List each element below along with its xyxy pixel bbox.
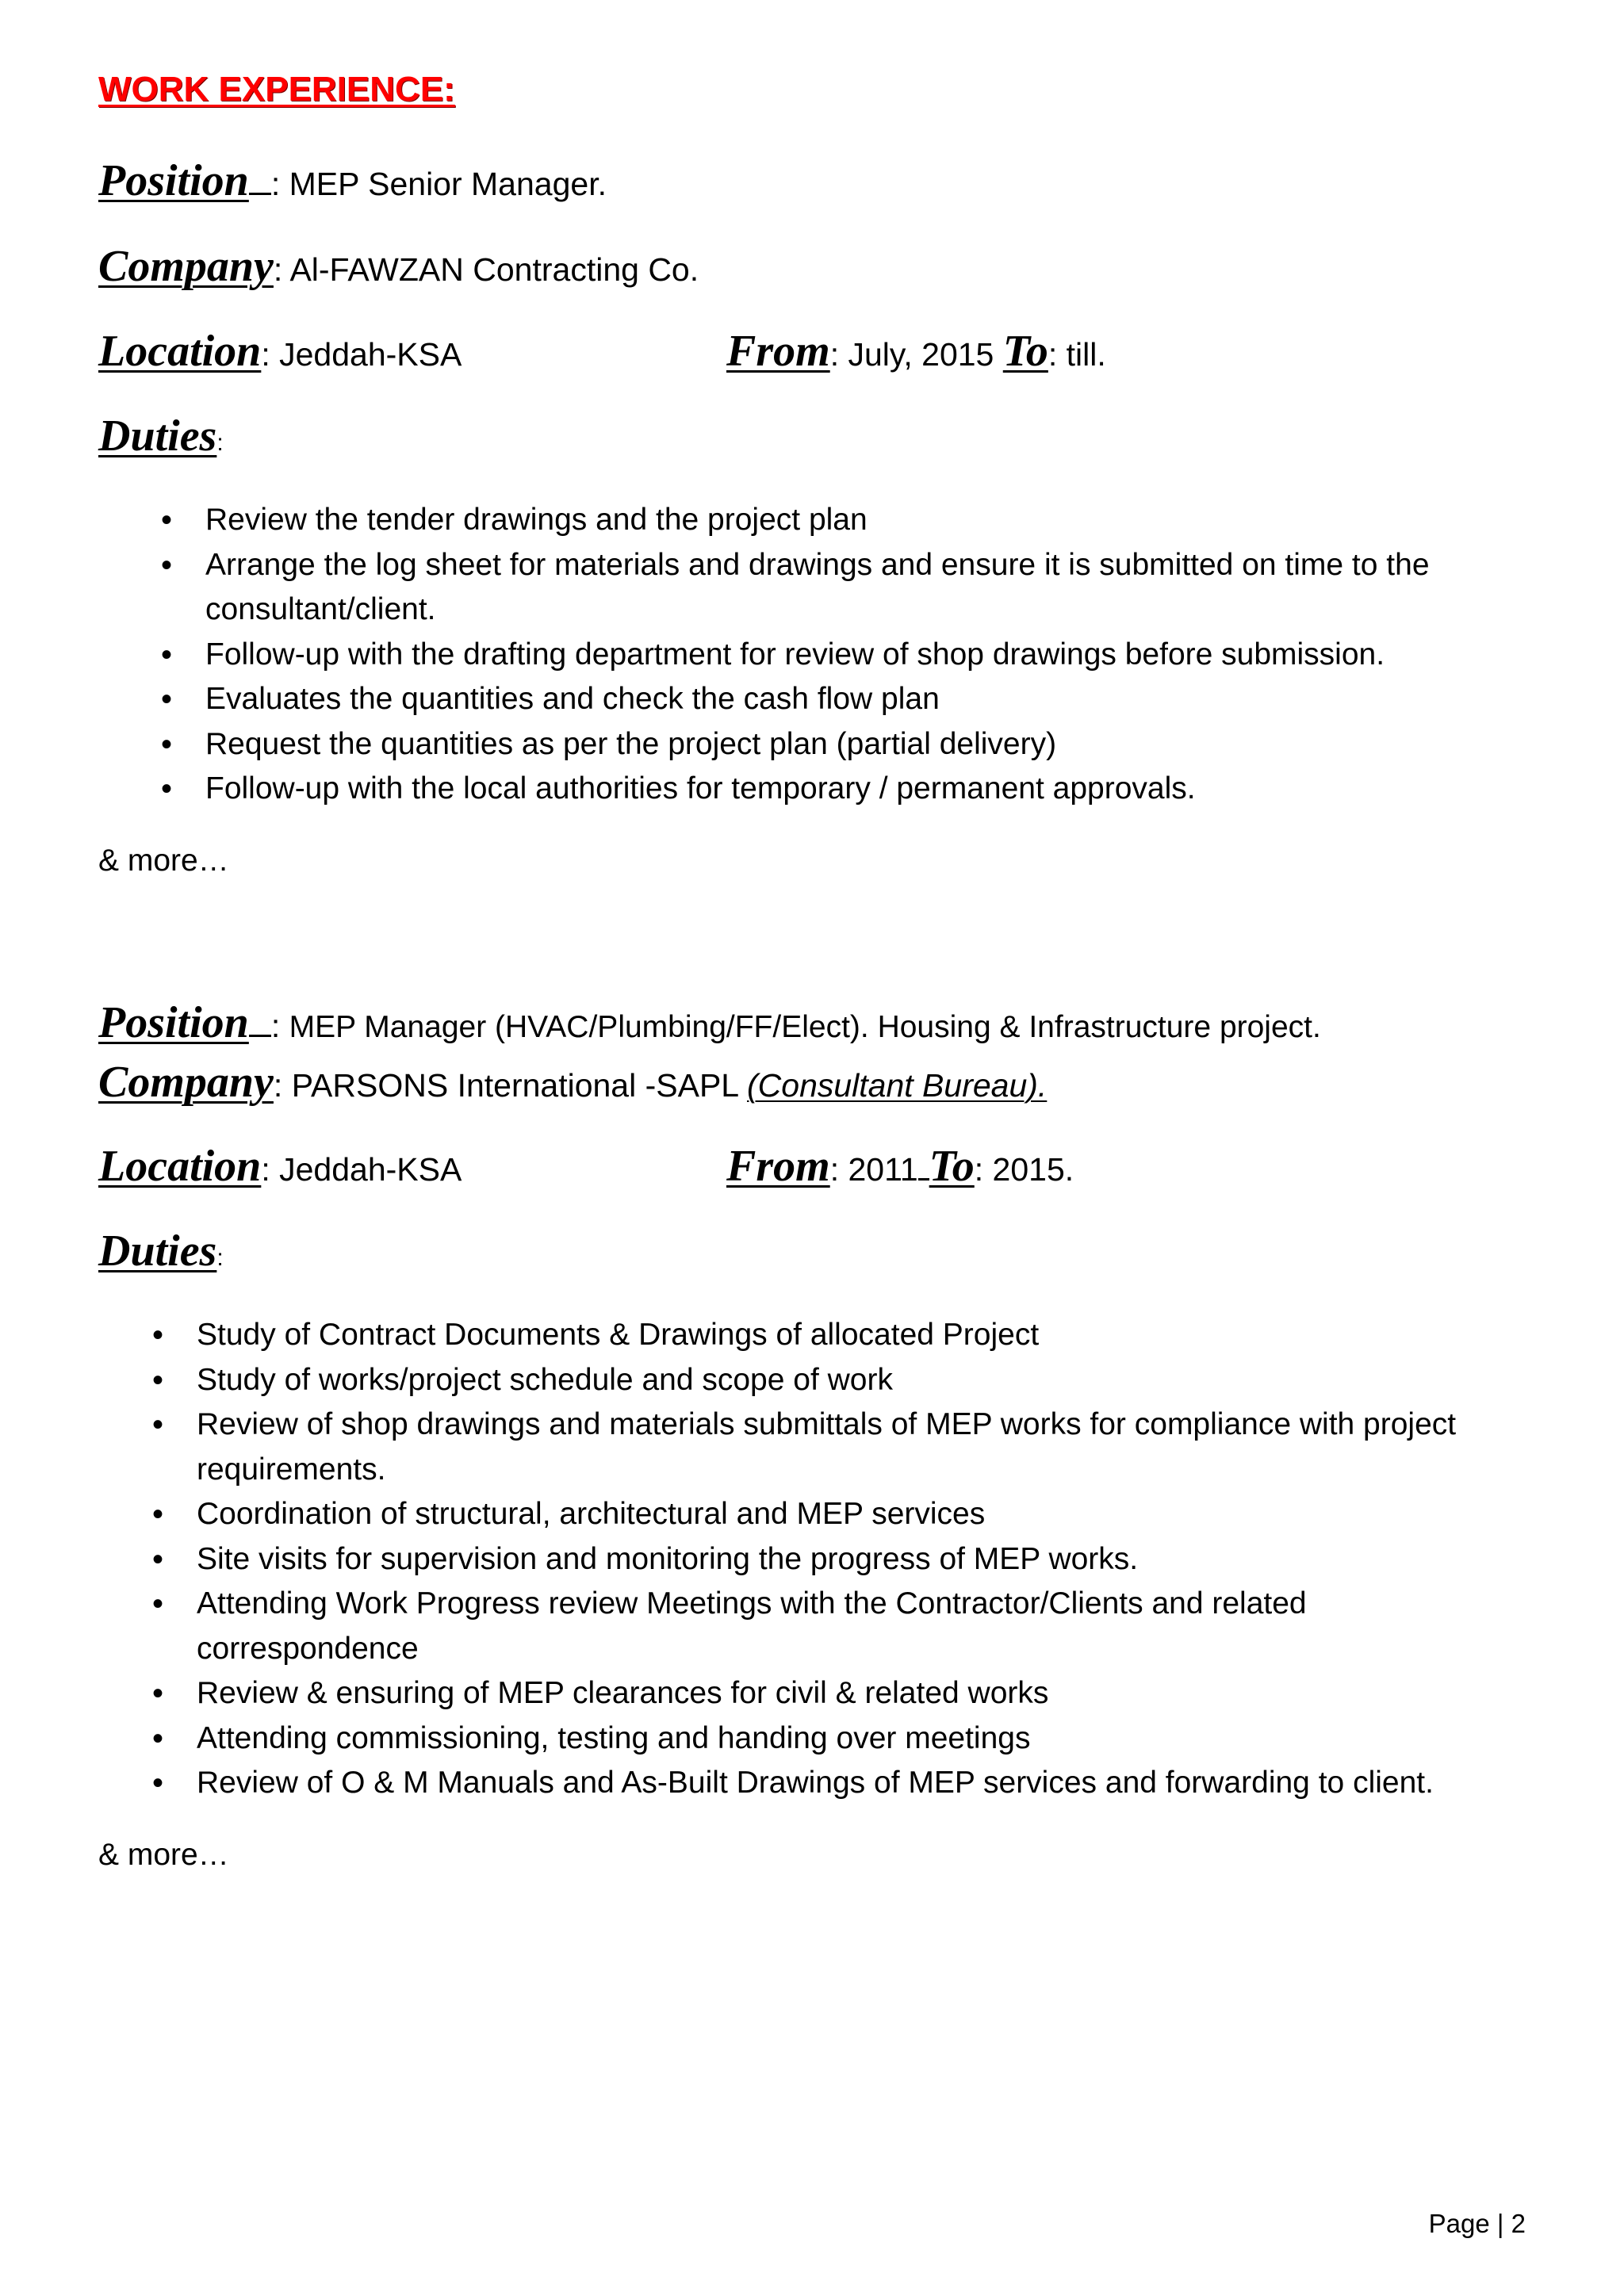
list-item: • Request the quantities as per the project plan (partial delivery) [205, 722, 1522, 767]
from-label: From [726, 327, 830, 376]
to-label: To [929, 1142, 975, 1191]
company-label: Company [98, 1058, 274, 1107]
job1-duties-heading: Duties: [98, 411, 224, 461]
list-item: • Follow-up with the local authorities for temporary / permanent approvals. [205, 767, 1522, 812]
from-label: From [726, 1142, 830, 1191]
job2-company-note: (Consultant Bureau). [747, 1067, 1048, 1104]
job1-position: MEP Senior Manager. [289, 166, 607, 202]
list-item: • Study of works/project schedule and scope of work [197, 1358, 1529, 1403]
list-item: • Attending Work Progress review Meetings with the Contractor/Clients and related correspondence [197, 1582, 1529, 1671]
job2-dates: From: 2011 To: 2015. [726, 1142, 1074, 1191]
company-label: Company [98, 242, 274, 291]
job2-position: MEP Manager (HVAC/Plumbing/FF/Elect). Housing & Infrastructure project. [289, 1010, 1321, 1044]
job2-position-line: Position : MEP Manager (HVAC/Plumbing/FF/Elect). Housing & Infrastructure project. [98, 998, 1321, 1047]
job2-to: 2015. [992, 1151, 1074, 1188]
job1-location-line: Location: Jeddah-KSA [98, 327, 462, 376]
job2-more: & more… [98, 1838, 229, 1872]
list-item: • Follow-up with the drafting department for review of shop drawings before submission. [205, 633, 1522, 678]
job1-from: July, 2015 [848, 336, 994, 373]
list-item: • Review of O & M Manuals and As-Built Drawings of MEP services and forwarding to client. [197, 1761, 1529, 1806]
list-item: • Review of shop drawings and materials submittals of MEP works for compliance with project requirements. [197, 1402, 1529, 1492]
job2-company-line: Company: PARSONS International -SAPL (Consultant Bureau). [98, 1058, 1048, 1107]
list-item: • Review the tender drawings and the project plan [205, 498, 1522, 543]
location-label: Location [98, 1142, 262, 1191]
job2-company: PARSONS International -SAPL [291, 1067, 738, 1104]
job1-more: & more… [98, 844, 229, 878]
job2-duties-heading: Duties: [98, 1226, 224, 1276]
list-item: • Evaluates the quantities and check the cash flow plan [205, 677, 1522, 722]
list-item: • Study of Contract Documents & Drawings of allocated Project [197, 1313, 1529, 1358]
job2-duties-list [197, 1313, 1529, 1806]
section-title: WORK EXPERIENCE: [98, 70, 455, 109]
job1-dates: From: July, 2015 To: till. [726, 327, 1106, 376]
list-item: • Attending commissioning, testing and handing over meetings [197, 1716, 1529, 1762]
job2-location: Jeddah-KSA [279, 1151, 462, 1188]
duties-label: Duties [98, 1226, 217, 1276]
location-label: Location [98, 327, 262, 376]
list-item: • Arrange the log sheet for materials and drawings and ensure it is submitted on time to the consultant/client. [205, 543, 1522, 633]
duties-label: Duties [98, 411, 217, 461]
job1-company: Al-FAWZAN Contracting Co. [289, 251, 699, 288]
position-label: Position [98, 998, 249, 1047]
job1-location: Jeddah-KSA [279, 336, 462, 373]
position-label: Position [98, 156, 249, 205]
list-item: • Coordination of structural, architectural and MEP services [197, 1492, 1529, 1537]
job2-from: 2011 [848, 1151, 918, 1188]
job1-duties-list [205, 498, 1522, 812]
list-item: • Review & ensuring of MEP clearances for civil & related works [197, 1671, 1529, 1716]
to-label: To [1002, 327, 1048, 376]
list-item: • Site visits for supervision and monitoring the progress of MEP works. [197, 1537, 1529, 1582]
job1-company-line: Company: Al-FAWZAN Contracting Co. [98, 242, 699, 291]
page-number: Page | 2 [1428, 2209, 1526, 2238]
job2-location-line: Location: Jeddah-KSA [98, 1142, 462, 1191]
job1-to: till. [1066, 336, 1106, 373]
job1-position-line: Position : MEP Senior Manager. [98, 156, 607, 205]
